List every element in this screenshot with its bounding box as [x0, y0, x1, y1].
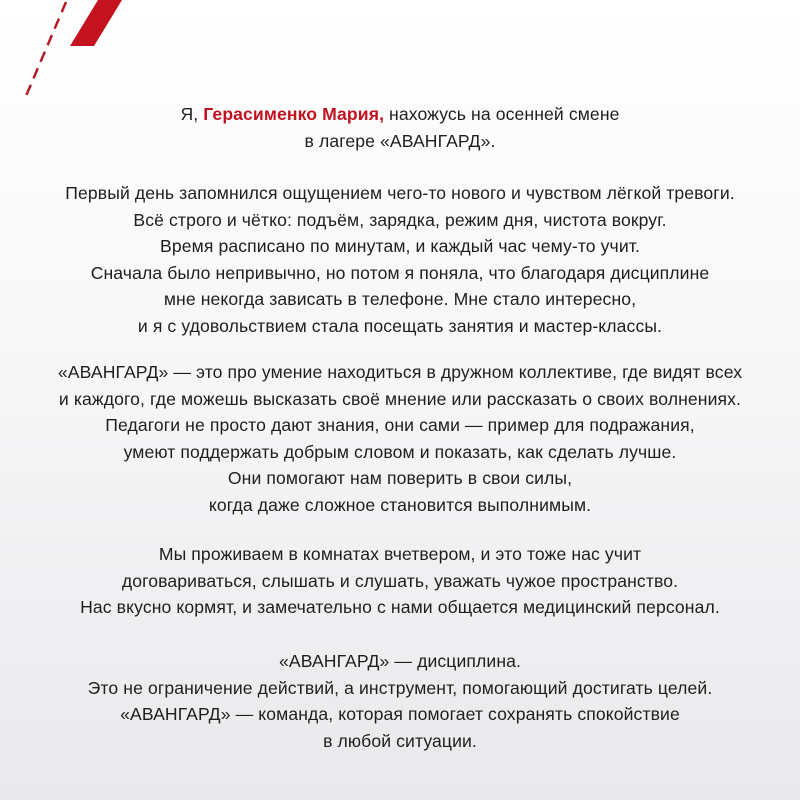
- text-line: «АВАНГАРД» — команда, которая помогает сохранять спокойствие: [120, 704, 680, 724]
- text-line: в любой ситуации.: [323, 730, 477, 751]
- author-name: Герасименко Мария,: [203, 104, 385, 124]
- text-line: договариваться, слышать и слушать, уважать чужое пространство.: [121, 570, 679, 591]
- text-line: Первый день запомнился ощущением чего-то нового и чувством лёгкой тревоги.: [65, 183, 735, 203]
- text-line: и я с удовольствием стала посещать занятия и мастер-классы.: [137, 315, 663, 336]
- paragraph-living: [0, 541, 800, 621]
- paragraph-collective: [0, 359, 800, 518]
- text-line: «АВАНГАРД» — это про умение находиться в дружном коллективе, где видят всех: [57, 362, 743, 382]
- intro-suffix: нахожусь на осенней смене: [384, 104, 620, 124]
- text-line: Всё строго и чётко: подъём, зарядка, режим дня, чистота вокруг.: [133, 209, 667, 230]
- text-line: когда даже сложное становится выполнимым.: [208, 494, 592, 515]
- intro-line-2: в лагере «АВАНГАРД».: [304, 130, 496, 151]
- text-line: Сначала было непривычно, но потом я поняла, что благодаря дисциплине: [90, 262, 710, 283]
- text-line: и каждого, где можешь высказать своё мнение или рассказать о своих волнениях.: [58, 388, 742, 409]
- paragraph-conclusion: [0, 648, 800, 754]
- intro-prefix: Я,: [180, 104, 204, 124]
- intro-line-1: [0, 101, 800, 128]
- text-line: Нас вкусно кормят, и замечательно с нами общается медицинский персонал.: [80, 597, 720, 617]
- text-line: Это не ограничение действий, а инструмент, помогающий достигать целей.: [87, 677, 713, 698]
- paragraph-first-day: [0, 180, 800, 339]
- text-line: Время расписано по минутам, и каждый час чему-то учит.: [160, 236, 640, 256]
- text-line: Педагоги не просто дают знания, они сами — пример для подражания,: [105, 415, 695, 435]
- text-line: мне некогда зависать в телефоне. Мне стало интересно,: [163, 289, 637, 309]
- intro-paragraph: [0, 101, 800, 154]
- text-line: «АВАНГАРД» — дисциплина.: [278, 651, 522, 671]
- text-line: Мы проживаем в комнатах вчетвером, и это тоже нас учит: [158, 544, 642, 564]
- text-line: Они помогают нам поверить в свои силы,: [227, 468, 573, 488]
- red-diagonal-stripe-icon: [0, 0, 140, 110]
- text-line: умеют поддержать добрым словом и показать, как сделать лучше.: [123, 441, 677, 462]
